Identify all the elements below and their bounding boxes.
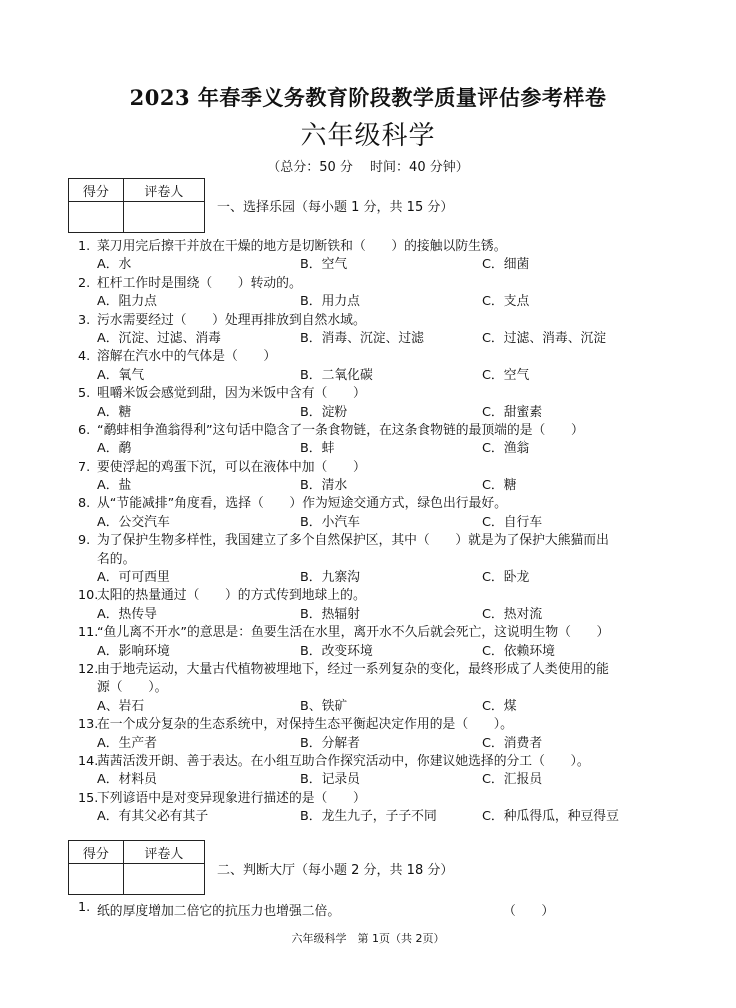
option-row bbox=[0, 404, 736, 422]
section1-question-list bbox=[0, 238, 736, 827]
question-text: 下列谚语中是对变异现象进行描述的是（ ） bbox=[97, 790, 366, 806]
option-c[interactable]: C．消费者 bbox=[482, 735, 543, 751]
question-text: 茜茜活泼开朗、善于表达。在小组互助合作探究活动中，你建议她选择的分工（ ）。 bbox=[97, 753, 590, 769]
score-cell bbox=[69, 864, 124, 895]
option-a[interactable]: A．氧气 bbox=[97, 367, 145, 383]
question-text: 杠杆工作时是围绕（ ）转动的。 bbox=[97, 275, 302, 291]
option-row bbox=[0, 256, 736, 274]
question-row bbox=[0, 385, 736, 403]
option-row bbox=[0, 330, 736, 348]
question-row bbox=[0, 661, 736, 679]
question-number: 1. bbox=[78, 239, 91, 254]
exam-title: 2023 年春季义务教育阶段教学质量评估参考样卷 bbox=[129, 85, 607, 110]
option-b[interactable]: B．空气 bbox=[300, 257, 348, 273]
exam-subject: 六年级科学 bbox=[300, 121, 436, 151]
question-number: 11. bbox=[78, 625, 99, 641]
question-row bbox=[0, 716, 736, 734]
question-number: 4. bbox=[78, 349, 91, 365]
question-number: 14. bbox=[78, 753, 99, 769]
option-a[interactable]: A．有其父必有其子 bbox=[97, 809, 209, 825]
option-b[interactable]: B．改变环境 bbox=[300, 643, 373, 659]
question-number: 10. bbox=[78, 588, 99, 604]
option-a[interactable]: A．沉淀、过滤、消毒 bbox=[97, 330, 221, 346]
question-row bbox=[0, 624, 736, 642]
question-text: 要使浮起的鸡蛋下沉，可以在液体中加（ ） bbox=[97, 459, 366, 475]
option-c[interactable]: C．支点 bbox=[482, 294, 530, 310]
question-text: 从“节能减排”角度看，选择（ ）作为短途交通方式，绿色出行最好。 bbox=[97, 496, 507, 512]
question-text: 在一个成分复杂的生态系统中，对保持生态平衡起决定作用的是（ ）。 bbox=[97, 717, 513, 733]
question-row bbox=[0, 790, 736, 808]
question-text: “鹬蚌相争渔翁得利”这句话中隐含了一条食物链，在这条食物链的最顶端的是（ ） bbox=[97, 422, 584, 438]
option-a[interactable]: A．材料员 bbox=[97, 772, 157, 788]
question-row bbox=[0, 551, 736, 569]
option-b[interactable]: B．龙生九子，子子不同 bbox=[300, 809, 437, 825]
grader-cell bbox=[123, 864, 204, 895]
option-row bbox=[0, 440, 736, 458]
question-text: 由于地壳运动，大量古代植物被埋地下，经过一系列复杂的变化，最终形成了人类使用的能 bbox=[97, 661, 609, 677]
grader-cell bbox=[123, 202, 204, 233]
answer-blank[interactable]: （ ） bbox=[503, 904, 555, 919]
question-row bbox=[0, 459, 736, 477]
question-row bbox=[0, 679, 736, 697]
question-text: 为了保护生物多样性，我国建立了多个自然保护区，其中（ ）就是为了保护大熊猫而出 bbox=[97, 533, 609, 549]
question-text: 名的。 bbox=[97, 551, 136, 567]
option-c[interactable]: C．种瓜得瓜，种豆得豆 bbox=[482, 809, 619, 825]
question-row bbox=[0, 753, 736, 771]
option-c[interactable]: C．煤 bbox=[482, 698, 517, 714]
score-label: 得分 bbox=[69, 179, 124, 202]
grader-label: 评卷人 bbox=[123, 841, 204, 864]
option-b[interactable]: B．蚌 bbox=[300, 441, 335, 457]
question-number: 15. bbox=[78, 790, 99, 806]
question-row bbox=[0, 532, 736, 550]
option-c[interactable]: C．自行车 bbox=[482, 514, 543, 530]
question-text: 源（ ）。 bbox=[97, 680, 168, 696]
question-number: 13. bbox=[78, 717, 99, 733]
option-a[interactable]: A．公交汽车 bbox=[97, 514, 170, 530]
option-row bbox=[0, 735, 736, 753]
option-b[interactable]: B．记录员 bbox=[300, 772, 360, 788]
option-row bbox=[0, 367, 736, 385]
question-row bbox=[0, 587, 736, 605]
option-row bbox=[0, 698, 736, 716]
question-text: “鱼儿离不开水”的意思是：鱼要生活在水里，离开水不久后就会死亡，这说明生物（ ） bbox=[97, 625, 610, 641]
option-b[interactable]: B．清水 bbox=[300, 478, 348, 494]
option-a[interactable]: A．生产者 bbox=[97, 735, 157, 751]
score-label: 得分 bbox=[69, 841, 124, 864]
question-number: 12. bbox=[78, 661, 99, 677]
question-row bbox=[0, 422, 736, 440]
option-c[interactable]: C．甜蜜素 bbox=[482, 404, 543, 420]
option-a[interactable]: A．水 bbox=[97, 257, 132, 273]
option-a[interactable]: A．热传导 bbox=[97, 606, 157, 622]
option-row bbox=[0, 808, 736, 826]
option-c[interactable]: C．细菌 bbox=[482, 257, 530, 273]
question-row bbox=[0, 348, 736, 366]
option-c[interactable]: C．空气 bbox=[482, 367, 530, 383]
question-text: 溶解在汽水中的气体是（ ） bbox=[97, 349, 277, 365]
option-a[interactable]: A．盐 bbox=[97, 478, 132, 494]
section2-title: 二、判断大厅（每小题 2 分，共 18 分） bbox=[217, 863, 454, 878]
option-row bbox=[0, 293, 736, 311]
score-box-1 bbox=[68, 178, 205, 233]
question-row bbox=[0, 275, 736, 293]
option-row bbox=[0, 569, 736, 587]
question-row bbox=[0, 238, 736, 256]
option-b[interactable]: B．用力点 bbox=[300, 294, 360, 310]
option-b[interactable]: B、铁矿 bbox=[300, 698, 348, 714]
question-number: 8. bbox=[78, 496, 91, 512]
option-b[interactable]: B．小汽车 bbox=[300, 514, 360, 530]
question-number: 5. bbox=[78, 386, 91, 402]
option-a[interactable]: A．阻力点 bbox=[97, 294, 157, 310]
page-footer: 六年级科学 第 1页（共 2页） bbox=[291, 932, 445, 945]
option-a[interactable]: A．鹬 bbox=[97, 441, 132, 457]
option-c[interactable]: C．依赖环境 bbox=[482, 643, 555, 659]
question-text: 咀嚼米饭会感觉到甜，因为米饭中含有（ ） bbox=[97, 386, 366, 402]
question-number: 6. bbox=[78, 422, 91, 438]
option-b[interactable]: B．热辐射 bbox=[300, 606, 360, 622]
option-row bbox=[0, 514, 736, 532]
question-text: 纸的厚度增加二倍它的抗压力也增强二倍。 bbox=[97, 904, 341, 919]
option-c[interactable]: C．糖 bbox=[482, 478, 517, 494]
score-cell bbox=[69, 202, 124, 233]
question-text: 污水需要经过（ ）处理再排放到自然水域。 bbox=[97, 312, 366, 328]
question-text: 菜刀用完后擦干并放在干燥的地方是切断铁和（ ）的接触以防生锈。 bbox=[97, 239, 507, 254]
option-c[interactable]: C．卧龙 bbox=[482, 570, 530, 586]
option-row bbox=[0, 477, 736, 495]
option-a[interactable]: A、岩石 bbox=[97, 698, 145, 714]
option-c[interactable]: C．过滤、消毒、沉淀 bbox=[482, 330, 607, 346]
section1-title: 一、选择乐园（每小题 1 分，共 15 分） bbox=[217, 200, 454, 215]
question-number: 9. bbox=[78, 533, 91, 549]
option-b[interactable]: B．消毒、沉淀、过滤 bbox=[300, 330, 424, 346]
question-number: 2. bbox=[78, 275, 91, 291]
exam-meta: （总分：50 分 时间：40 分钟） bbox=[267, 160, 469, 175]
question-row bbox=[0, 312, 736, 330]
question-number: 7. bbox=[78, 459, 91, 475]
option-a[interactable]: A．糖 bbox=[97, 404, 132, 420]
option-a[interactable]: A．可可西里 bbox=[97, 570, 170, 586]
option-row bbox=[0, 606, 736, 624]
option-a[interactable]: A．影响环境 bbox=[97, 643, 170, 659]
option-b[interactable]: B．九寨沟 bbox=[300, 570, 360, 586]
question-number: 3. bbox=[78, 312, 91, 328]
option-c[interactable]: C．渔翁 bbox=[482, 441, 530, 457]
option-c[interactable]: C．汇报员 bbox=[482, 772, 543, 788]
score-box-2 bbox=[68, 840, 205, 895]
question-text: 太阳的热量通过（ ）的方式传到地球上的。 bbox=[97, 588, 366, 604]
option-row bbox=[0, 771, 736, 789]
option-row bbox=[0, 643, 736, 661]
option-b[interactable]: B．淀粉 bbox=[300, 404, 348, 420]
option-b[interactable]: B．二氧化碳 bbox=[300, 367, 373, 383]
option-c[interactable]: C．热对流 bbox=[482, 606, 543, 622]
option-b[interactable]: B．分解者 bbox=[300, 735, 360, 751]
question-row bbox=[0, 495, 736, 513]
question-number: 1. bbox=[78, 900, 91, 915]
grader-label: 评卷人 bbox=[123, 179, 204, 202]
